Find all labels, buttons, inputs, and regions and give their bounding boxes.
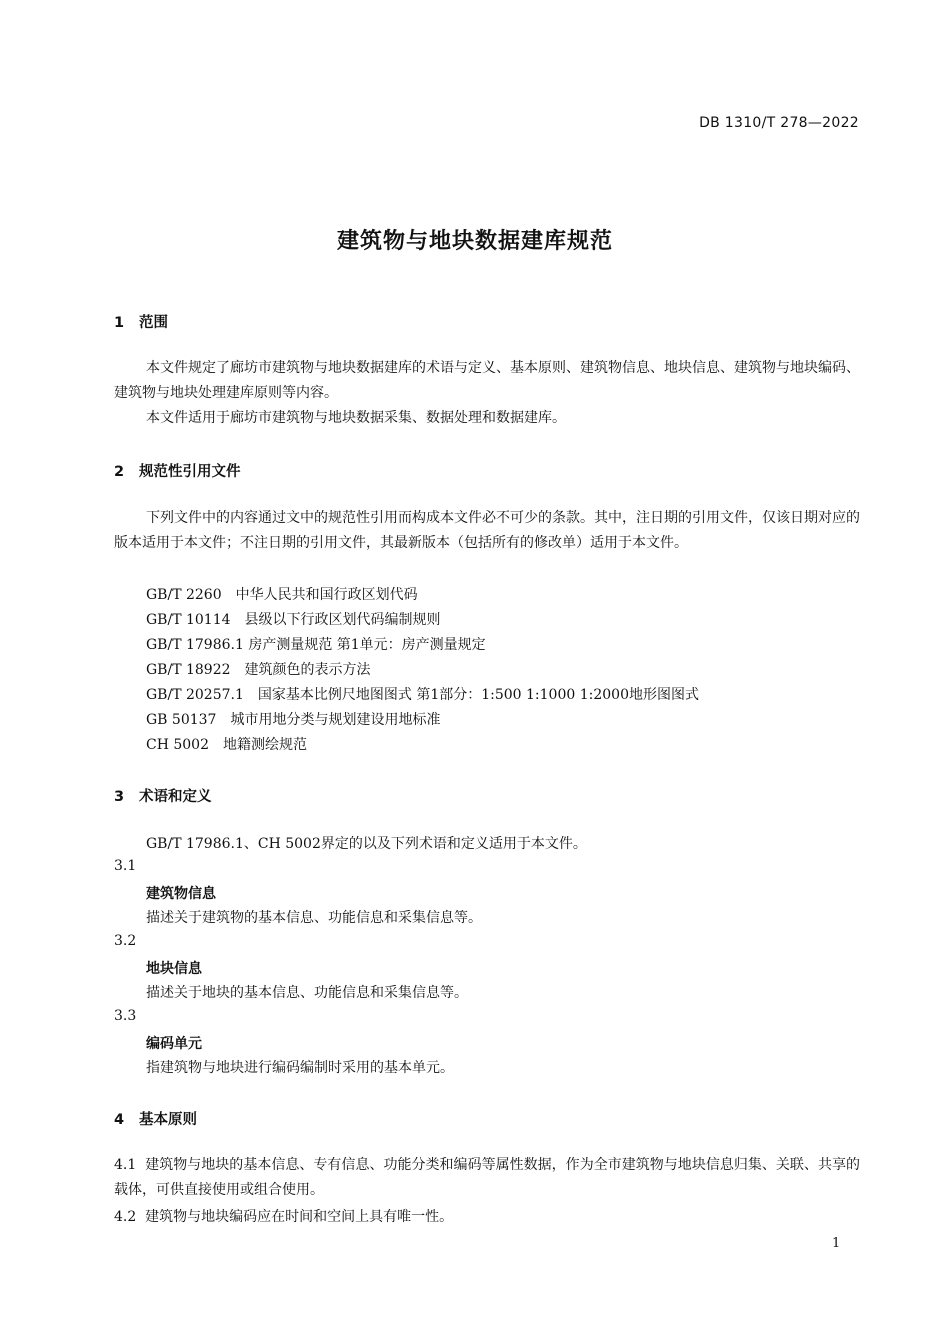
term-number: 3.1 (114, 858, 137, 874)
section-4-heading (114, 1108, 197, 1129)
clause-text: 建筑物与地块编码应在时间和空间上具有唯一性。 (145, 1209, 454, 1225)
reference-item: GB/T 2260 中华人民共和国行政区划代码 (146, 587, 418, 603)
term-number: 3.3 (114, 1008, 137, 1024)
term-definition: 描述关于地块的基本信息、功能信息和采集信息等。 (146, 985, 468, 1001)
term-definition: 描述关于建筑物的基本信息、功能信息和采集信息等。 (146, 910, 482, 926)
section-title: 范围 (139, 315, 168, 331)
scope-paragraph-1: 本文件规定了廊坊市建筑物与地块数据建库的术语与定义、基本原则、建筑物信息、地块信息、建筑物与地块编码、建筑物与地块处理建库原则等内容。 (114, 360, 860, 401)
reference-item: GB/T 20257.1 国家基本比例尺地图图式 第1部分：1:500 1:1000 1:2000地形图图式 (146, 687, 699, 703)
section-title: 术语和定义 (139, 789, 212, 805)
document-number: DB 1310/T 278—2022 (699, 115, 859, 131)
term-title: 建筑物信息 (146, 886, 216, 902)
document-title: 建筑物与地块数据建库规范 (336, 229, 613, 254)
clause-4-2 (114, 1205, 860, 1230)
section-number: 4 (114, 1112, 125, 1128)
term-number: 3.2 (114, 933, 137, 949)
term-title: 编码单元 (146, 1036, 202, 1052)
section-2-heading (114, 460, 241, 481)
reference-item: GB/T 10114 县级以下行政区划代码编制规则 (146, 612, 441, 628)
reference-item: CH 5002 地籍测绘规范 (146, 737, 307, 753)
section-1-heading (114, 311, 168, 332)
terms-intro: GB/T 17986.1、CH 5002界定的以及下列术语和定义适用于本文件。 (146, 836, 587, 852)
reference-item: GB 50137 城市用地分类与规划建设用地标准 (146, 712, 441, 728)
section-number: 3 (114, 789, 125, 805)
clause-number: 4.1 (114, 1157, 137, 1173)
clause-text: 建筑物与地块的基本信息、专有信息、功能分类和编码等属性数据，作为全市建筑物与地块信息归集、关联、共享的载体，可供直接使用或组合使用。 (114, 1157, 860, 1198)
section-3-heading (114, 785, 212, 806)
section-title: 规范性引用文件 (139, 464, 241, 480)
section-number: 2 (114, 464, 125, 480)
section-number: 1 (114, 315, 125, 331)
page-number: 1 (832, 1236, 841, 1251)
section-title: 基本原则 (139, 1112, 197, 1128)
clause-number: 4.2 (114, 1209, 137, 1225)
reference-item: GB/T 18922 建筑颜色的表示方法 (146, 662, 371, 678)
reference-item: GB/T 17986.1 房产测量规范 第1单元：房产测量规定 (146, 637, 486, 653)
scope-paragraph-2: 本文件适用于廊坊市建筑物与地块数据采集、数据处理和数据建库。 (146, 410, 566, 426)
clause-4-1 (114, 1153, 860, 1203)
term-title: 地块信息 (146, 961, 202, 977)
references-intro: 下列文件中的内容通过文中的规范性引用而构成本文件必不可少的条款。其中，注日期的引用文件，仅该日期对应的版本适用于本文件；不注日期的引用文件，其最新版本（包括所有的修改单）适用于本文件。 (114, 510, 860, 551)
term-definition: 指建筑物与地块进行编码编制时采用的基本单元。 (146, 1060, 454, 1076)
